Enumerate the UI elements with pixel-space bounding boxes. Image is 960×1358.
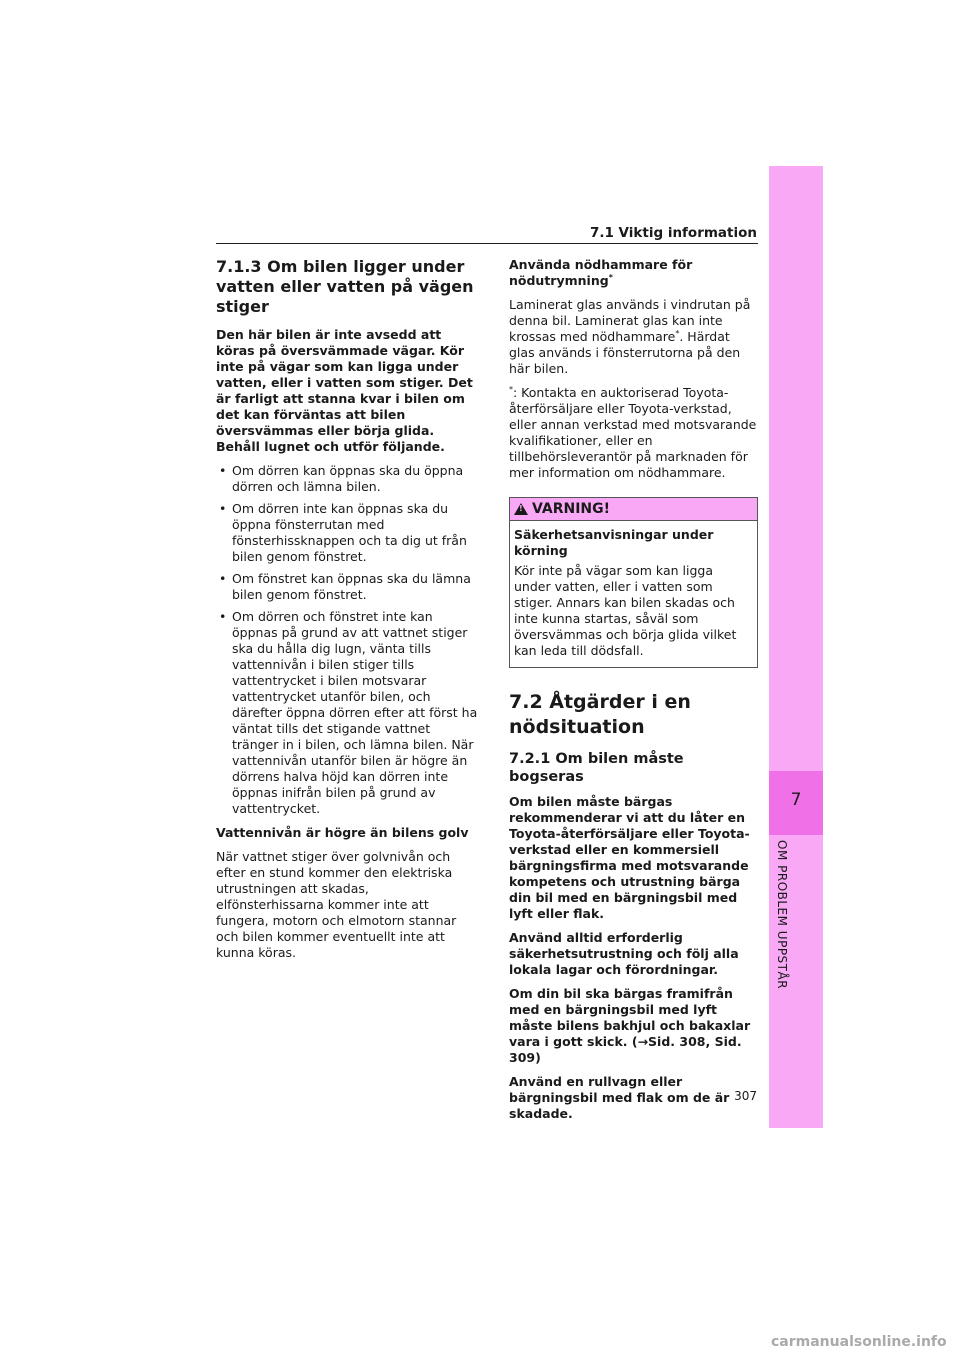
page-number: 307: [734, 1089, 757, 1103]
water-level-heading: Vattennivån är högre än bilens golv: [216, 825, 469, 840]
towing-paragraph-with-link[interactable]: Om din bil ska bärgas framifrån med en bärgningsbil med lyft måste bilens bakhjul och bakaxlar vara i gott skick. (→Sid. 308, Sid. 309): [509, 986, 751, 1065]
warning-body: [510, 521, 757, 667]
flood-intro: Den här bilen är inte avsedd att köras på översvämmade vägar. Kör inte på vägar som kan ligga under vatten, eller i vatten som stiger. Det är farligt att stanna kvar i bilen om det kan förväntas att bilen översvämmas eller börja glida. Behåll lugnet och utför följande.: [216, 327, 473, 454]
header-divider: [216, 243, 758, 244]
hammer-text: Laminerat glas används i vindrutan på denna bil. Laminerat glas kan inte krossas med nödhammare*. Härdat glas används i fönsterrutorna på den här bilen.: [509, 297, 751, 376]
chapter-label: OM PROBLEM UPPSTÅR: [775, 840, 789, 990]
towing-paragraph: Använd en rullvagn eller bärgningsbil med flak om de är skadade.: [509, 1074, 730, 1121]
section-heading-towing: 7.2.1 Om bilen måste bogseras: [509, 751, 684, 785]
warning-triangle-icon: [514, 503, 528, 515]
footnote: *: Kontakta en auktoriserad Toyota-återförsäljare eller Toyota-verkstad, eller annan verkstad med motsvarande kvalifikationer, eller en tillbehörsleverantör på marknaden för mer information om nödhammare.: [509, 384, 757, 480]
watermark-logo: carmanualsonline.info: [771, 1334, 947, 1350]
towing-paragraph: Om bilen måste bärgas rekommenderar vi att du låter en Toyota-återförsäljare eller Toyota-verkstad eller en kommersiell bärgningsfirma med motsvarande kompetens och utrustning bärga din bil med en bärgningsbil med lyft eller flak.: [509, 794, 750, 921]
list-item: • Om dörren inte kan öppnas ska du öppna fönsterrutan med fönsterhissknappen och ta dig ut från bilen genom fönstret.: [216, 501, 478, 565]
towing-paragraph: Använd alltid erforderlig säkerhetsutrustning och följ alla lokala lagar och förordningar.: [509, 930, 739, 977]
hammer-heading: Använda nödhammare för nödutrymning*: [509, 257, 693, 288]
section-heading-emergency: 7.2 Åtgärder i en nödsituation: [509, 691, 691, 738]
warning-box: [509, 497, 758, 668]
footnote-marker: *: [509, 384, 513, 394]
section-heading-flood: 7.1.3 Om bilen ligger under vatten eller vatten på vägen stiger: [216, 257, 474, 316]
flood-bullet-list: [216, 463, 478, 817]
list-item: • Om fönstret kan öppnas ska du lämna bilen genom fönstret.: [216, 571, 478, 603]
list-item: • Om dörren kan öppnas ska du öppna dörren och lämna bilen.: [216, 463, 478, 495]
left-column: [216, 257, 478, 969]
section-header: 7.1 Viktig information: [589, 225, 757, 241]
warning-header: [510, 498, 757, 521]
chapter-number: 7: [790, 790, 802, 810]
list-item: • Om dörren och fönstret inte kan öppnas på grund av att vattnet stiger ska du hålla dig lugn, vänta tills vattennivån i bilen stiger tills vattentrycket i bilen motsvarar vattentrycket utanför bilen, och därefter öppna dörren efter att först ha väntat tills det stigande vattnet tränger in i bilen, och lämna bilen. När vattennivån utanför bilen är högre än dörrens halva höjd kan dörren inte öppnas inifrån bilen på grund av vattentrycket.: [216, 609, 478, 817]
warning-heading: Säkerhetsanvisningar under körning: [514, 527, 714, 558]
footnote-marker: *: [608, 272, 613, 282]
right-column: [509, 257, 758, 1130]
warning-text: Kör inte på vägar som kan ligga under vatten, eller i vatten som stiger. Annars kan bilen skadas och inte kunna startas, såväl som översvämmas och börja glida vilket kan leda till dödsfall.: [514, 563, 737, 658]
warning-title: VARNING!: [532, 501, 611, 517]
footnote-marker: *: [675, 328, 680, 338]
water-level-text: När vattnet stiger över golvnivån och efter en stund kommer den elektriska utrustningen att skadas, elfönsterhissarna kommer inte att fungera, motorn och elmotorn stannar och bilen kommer eventuellt inte att kunna köras.: [216, 849, 457, 960]
